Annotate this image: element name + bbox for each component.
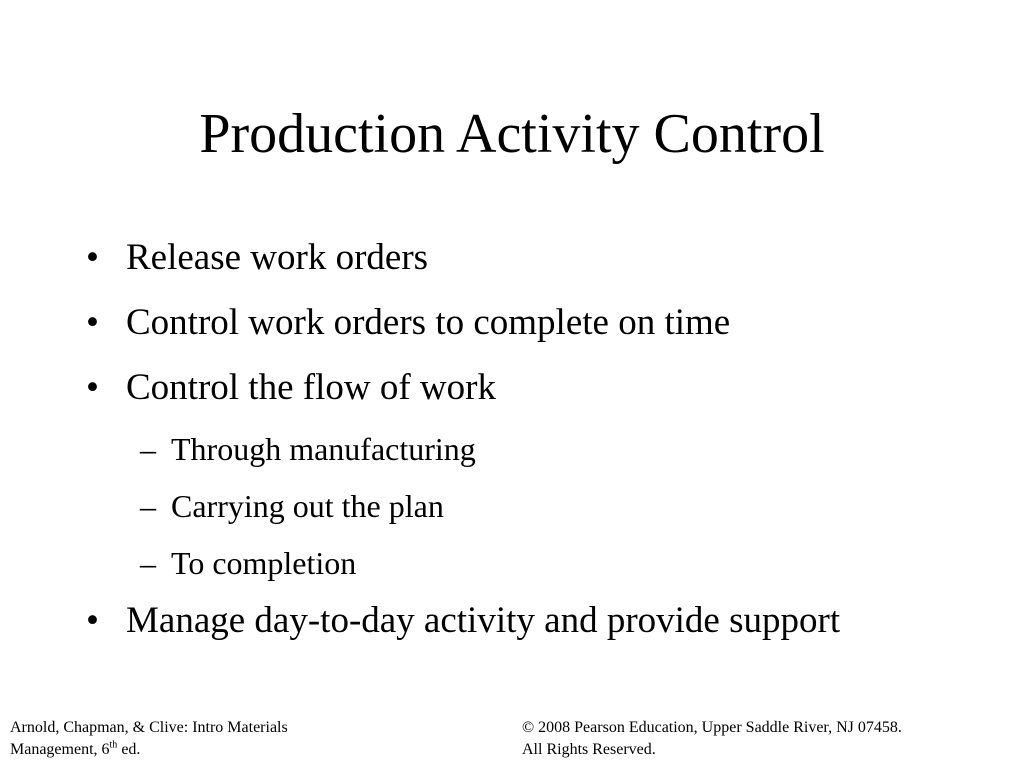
sub-bullet-item: [140, 429, 476, 469]
footer-citation-superscript: th: [109, 739, 118, 751]
bullet-item: [86, 366, 496, 410]
dash-marker: –: [140, 545, 156, 581]
footer-citation: [10, 717, 288, 761]
bullet-text: Release work orders: [126, 237, 429, 278]
slide-title: Production Activity Control: [199, 103, 825, 165]
sub-bullet-item: [140, 486, 444, 526]
bullet-text: Control the flow of work: [126, 367, 496, 408]
bullet-item: [86, 599, 840, 643]
bullet-marker: •: [86, 600, 99, 641]
bullet-item: [86, 236, 428, 280]
bullet-marker: •: [86, 302, 99, 343]
bullet-marker: •: [86, 367, 99, 408]
footer-copyright: [522, 717, 902, 761]
dash-marker: –: [140, 488, 156, 524]
footer-citation-line2: [10, 739, 288, 761]
sub-bullet-text: To completion: [171, 545, 357, 581]
footer-citation-line2-suffix: ed.: [117, 741, 141, 758]
sub-bullet-item: [140, 543, 356, 583]
dash-marker: –: [140, 431, 156, 467]
footer-citation-line1: Arnold, Chapman, & Clive: Intro Materials: [10, 719, 288, 736]
footer-citation-line2-prefix: Management, 6: [10, 741, 110, 758]
bullet-marker: •: [86, 237, 99, 278]
bullet-text: Manage day-to-day activity and provide support: [126, 600, 841, 641]
footer-copyright-line1: © 2008 Pearson Education, Upper Saddle River, NJ 07458.: [522, 719, 902, 736]
bullet-text: Control work orders to complete on time: [126, 302, 731, 343]
bullet-item: [86, 301, 730, 345]
sub-bullet-text: Carrying out the plan: [171, 488, 444, 524]
sub-bullet-text: Through manufacturing: [171, 431, 476, 467]
footer-copyright-line2: All Rights Reserved.: [522, 741, 656, 758]
